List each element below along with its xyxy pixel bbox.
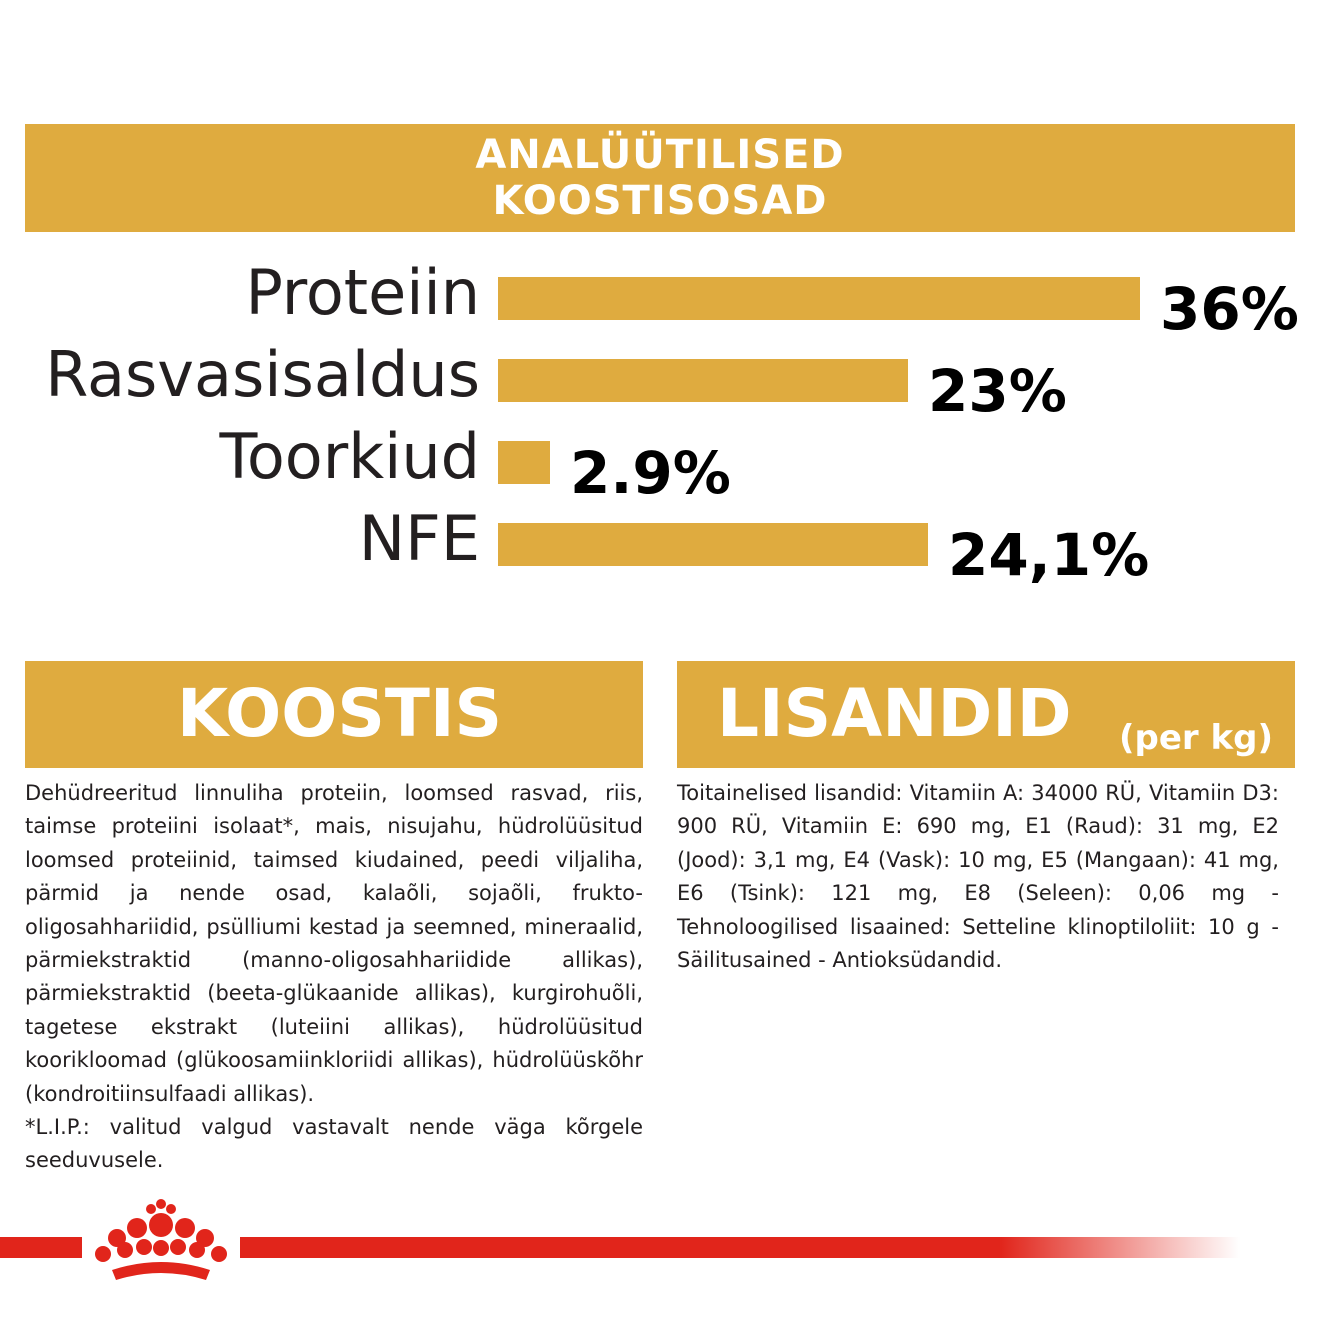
additives-body: Toitainelised lisandid: Vitamiin A: 34000 RÜ, Vitamiin D3: 900 RÜ, Vitamiin E: 690 mg, E1 (Raud): 31 mg, E2 (Jood): 3,1 mg, E4 (Vask): 10 mg, E5 (Mangaan): 41 mg, E6 (Tsink): 121 mg, E8 (Seleen): 0,06 mg - Tehnoloogilised lisaained: Setteline klinoptiloliit: 10 g - Säilitusained - Antioksüdandid. [677, 781, 1279, 973]
banner-title-line2: KOOSTISOSAD [492, 178, 828, 224]
additives-title: LISANDID [717, 675, 1072, 752]
additives-text [677, 777, 1279, 977]
analysis-bar [498, 359, 908, 402]
analysis-value: 2.9% [570, 439, 731, 507]
analysis-row-fibre [0, 417, 1320, 507]
analysis-label: Toorkiud [219, 420, 480, 493]
analysis-row-fat [0, 335, 1320, 425]
analysis-label: Proteiin [245, 256, 480, 329]
crown-icon [82, 1198, 240, 1288]
composition-footnote: *L.I.P.: valitud valgud vastavalt nende väga kõrgele seeduvusele. [25, 1115, 643, 1173]
composition-header [25, 661, 643, 768]
additives-subtitle: (per kg) [1118, 718, 1273, 758]
analysis-value: 24,1% [948, 521, 1150, 589]
analysis-row-protein [0, 253, 1320, 343]
composition-text [25, 777, 643, 1178]
analytical-constituents-banner [25, 124, 1295, 232]
analysis-bar [498, 277, 1140, 320]
brand-logo [82, 1198, 240, 1288]
analysis-row-nfe [0, 499, 1320, 589]
analysis-label: Rasvasisaldus [45, 338, 480, 411]
composition-title: KOOSTIS [177, 675, 503, 752]
analysis-label: NFE [358, 502, 480, 575]
analysis-value: 23% [928, 357, 1067, 425]
analysis-bar [498, 523, 928, 566]
analysis-bar [498, 441, 550, 484]
composition-body: Dehüdreeritud linnuliha proteiin, loomsed rasvad, riis, taimse proteiini isolaat*, mais, nisujahu, hüdrolüüsitud loomsed proteiinid, taimsed kiudained, peedi viljaliha, pärmid ja nende osad, kalaõli, sojaõli, frukto-oligosahhariidid, psülliumi kestad ja seemned, mineraalid, pärmiekstraktid (manno-oligosahhariidide allikas), pärmiekstraktid (beeta-glükaanide allikas), kurgirohuõli, tagetese ekstrakt (luteiini allikas), hüdrolüüsitud koorikloomad (glükoosamiinkloriidi allikas), hüdrolüüskõhr (kondroitiinsulfaadi allikas). [25, 781, 643, 1106]
analysis-value: 36% [1160, 275, 1299, 343]
banner-title-line1: ANALÜÜTILISED [475, 132, 845, 178]
additives-header [677, 661, 1295, 768]
